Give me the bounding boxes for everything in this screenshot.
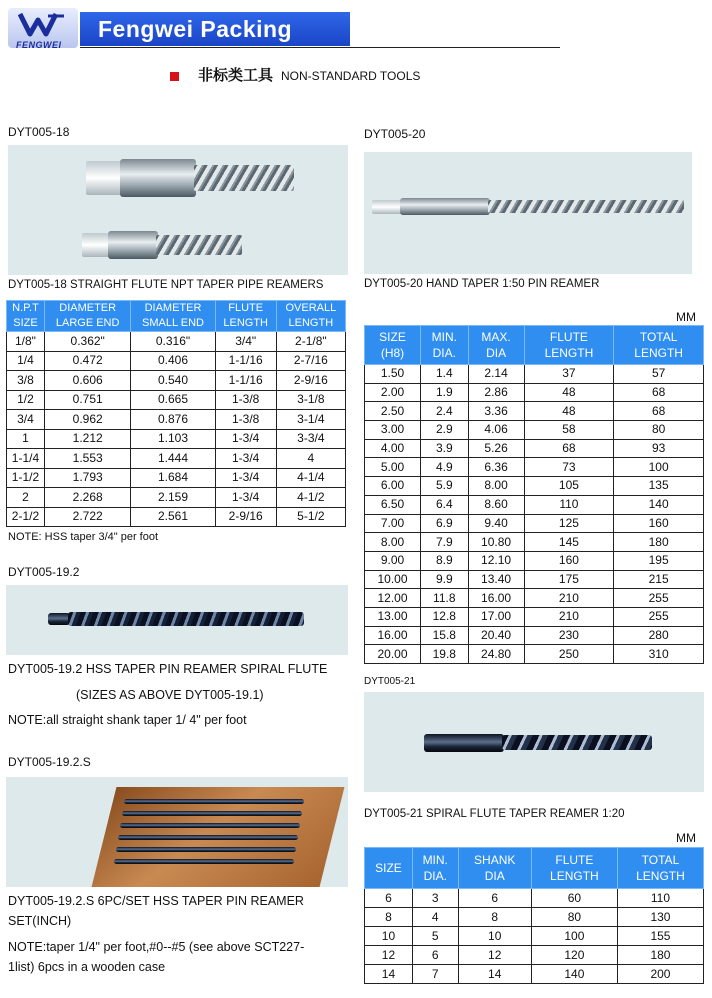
table-cell: 16.00	[365, 626, 421, 645]
table-row	[365, 477, 704, 496]
table-cell: 7	[412, 965, 458, 984]
table-cell: 310	[614, 645, 704, 664]
col-diameter-large: DIAMETER LARGE END	[44, 301, 130, 332]
table-cell: 1-1/16	[215, 351, 276, 371]
table-cell: 12.10	[468, 551, 524, 570]
table-cell: 8	[458, 908, 531, 927]
table-cell: 11.8	[421, 589, 469, 608]
table-row	[365, 908, 704, 927]
item18-photo	[8, 145, 348, 275]
table-cell: 4-1/4	[276, 468, 345, 488]
table-cell: 1.684	[131, 468, 215, 488]
table-row	[7, 390, 346, 410]
table-cell: 6.9	[421, 514, 469, 533]
table-cell: 4.06	[468, 421, 524, 440]
table-cell: 4	[276, 449, 345, 469]
table-row	[365, 514, 704, 533]
table-cell: 125	[524, 514, 614, 533]
table-cell: 100	[531, 927, 617, 946]
col-size-h8: SIZE (H8)	[365, 326, 421, 365]
item18-code: DYT005-18	[8, 125, 70, 139]
table-cell: 1-1/16	[215, 371, 276, 391]
table-cell: 5.26	[468, 439, 524, 458]
table-cell: 1	[7, 429, 45, 449]
table-cell: 180	[617, 946, 703, 965]
table-cell: 7.00	[365, 514, 421, 533]
pin-reamer-shank	[372, 200, 402, 214]
section-title-en: NON-STANDARD TOOLS	[281, 69, 421, 83]
table-cell: 210	[524, 607, 614, 626]
table-cell: 120	[531, 946, 617, 965]
table-cell: 10	[365, 927, 413, 946]
table-cell: 60	[531, 889, 617, 908]
table-cell: 10.00	[365, 570, 421, 589]
spiral-taper-shank	[424, 734, 504, 752]
item192s-code: DYT005-19.2.S	[8, 755, 91, 769]
item192-caption: DYT005-19.2 HSS TAPER PIN REAMER SPIRAL FLUTE	[8, 662, 328, 676]
table-cell: 130	[617, 908, 703, 927]
table-row	[365, 495, 704, 514]
table-row	[365, 645, 704, 664]
table-cell: 1.444	[131, 449, 215, 469]
table-cell: 0.406	[131, 351, 215, 371]
table-cell: 2.159	[131, 488, 215, 508]
table-row	[365, 383, 704, 402]
table-cell: 140	[614, 495, 704, 514]
col-total-length: TOTAL LENGTH	[617, 848, 703, 889]
table-row	[365, 889, 704, 908]
table-cell: 1/8"	[7, 332, 45, 352]
table-cell: 1/4	[7, 351, 45, 371]
table-cell: 7.9	[421, 533, 469, 552]
table-header-row	[7, 301, 346, 332]
table-cell: 110	[617, 889, 703, 908]
section-title	[198, 64, 420, 85]
table-cell: 3/8	[7, 371, 45, 391]
table-cell: 2.268	[44, 488, 130, 508]
spiral-taper-flutes	[502, 735, 652, 750]
spiral-reamer-shank	[48, 613, 70, 625]
table-cell: 0.362"	[44, 332, 130, 352]
table-cell: 3-1/8	[276, 390, 345, 410]
table-cell: 0.876	[131, 410, 215, 430]
table-cell: 2.4	[421, 402, 469, 421]
table-cell: 48	[524, 383, 614, 402]
col-min-dia: MIN. DIA.	[421, 326, 469, 365]
table-cell: 2-7/16	[276, 351, 345, 371]
table-cell: 195	[614, 551, 704, 570]
col-shank-dia: SHANK DIA	[458, 848, 531, 889]
item192s-caption-line1: DYT005-19.2.S 6PC/SET HSS TAPER PIN REAMER	[8, 894, 304, 908]
table-cell: 1.553	[44, 449, 130, 469]
reamer-small-flutes	[156, 235, 242, 255]
col-flute-length: FLUTE LENGTH	[215, 301, 276, 332]
table-cell: 280	[614, 626, 704, 645]
col-flute-length: FLUTE LENGTH	[524, 326, 614, 365]
table-cell: 2.9	[421, 421, 469, 440]
table-cell: 8.00	[365, 533, 421, 552]
pin-reamer-flutes	[488, 200, 684, 213]
pin-reamer-body	[400, 198, 490, 215]
item21-code: DYT005-21	[364, 676, 416, 687]
section-bullet-icon	[170, 72, 179, 81]
table-row	[365, 402, 704, 421]
reamer-large-shank	[86, 161, 124, 195]
table-cell: 140	[531, 965, 617, 984]
table-cell: 0.472	[44, 351, 130, 371]
table-cell: 2.86	[468, 383, 524, 402]
spiral-reamer-flutes	[68, 612, 304, 626]
table-row	[7, 507, 346, 527]
item20-code: DYT005-20	[364, 127, 426, 141]
table-cell: 14	[365, 965, 413, 984]
table-cell: 180	[614, 533, 704, 552]
table-cell: 68	[614, 383, 704, 402]
table-cell: 8.00	[468, 477, 524, 496]
table-cell: 1.50	[365, 365, 421, 384]
table-cell: 215	[614, 570, 704, 589]
item21-unit: MM	[676, 831, 696, 845]
table-row	[7, 410, 346, 430]
table-cell: 12	[365, 946, 413, 965]
table-row	[365, 365, 704, 384]
table-cell: 3-1/4	[276, 410, 345, 430]
section-title-cn: 非标类工具	[198, 67, 274, 84]
table-cell: 1.4	[421, 365, 469, 384]
table-cell: 105	[524, 477, 614, 496]
table-cell: 1/2	[7, 390, 45, 410]
table-cell: 20.40	[468, 626, 524, 645]
table-header-row	[365, 326, 704, 365]
item192-photo	[6, 585, 348, 655]
table-cell: 15.8	[421, 626, 469, 645]
table-row	[365, 965, 704, 984]
table-cell: 9.00	[365, 551, 421, 570]
table-cell: 250	[524, 645, 614, 664]
table-cell: 19.8	[421, 645, 469, 664]
table-row	[365, 927, 704, 946]
header-divider	[80, 47, 560, 48]
table-cell: 155	[617, 927, 703, 946]
table-row	[365, 421, 704, 440]
table-cell: 8	[365, 908, 413, 927]
table-row	[365, 607, 704, 626]
table-cell: 4.9	[421, 458, 469, 477]
table-cell: 80	[531, 908, 617, 927]
table-cell: 3.9	[421, 439, 469, 458]
table-cell: 6	[365, 889, 413, 908]
table-row	[365, 551, 704, 570]
set-reamer	[122, 811, 302, 816]
table-cell: 3	[412, 889, 458, 908]
item192s-caption-line2: SET(INCH)	[8, 914, 72, 928]
table-cell: 255	[614, 589, 704, 608]
table-cell: 57	[614, 365, 704, 384]
set-reamer	[116, 847, 296, 852]
table-cell: 0.540	[131, 371, 215, 391]
table-cell: 1.9	[421, 383, 469, 402]
table-cell: 20.00	[365, 645, 421, 664]
reamer-large-body	[120, 159, 196, 197]
table-row	[7, 371, 346, 391]
brand-title: Fengwei Packing	[80, 12, 350, 46]
set-reamer	[124, 799, 304, 804]
table-cell: 17.00	[468, 607, 524, 626]
table-cell: 37	[524, 365, 614, 384]
table-cell: 160	[614, 514, 704, 533]
col-min-dia: MIN. DIA.	[412, 848, 458, 889]
table-cell: 12.8	[421, 607, 469, 626]
table-cell: 210	[524, 589, 614, 608]
item192-sizes: (SIZES AS ABOVE DYT005-19.1)	[76, 688, 264, 702]
table-cell: 255	[614, 607, 704, 626]
table-row	[365, 439, 704, 458]
table-cell: 110	[524, 495, 614, 514]
table-cell: 6.50	[365, 495, 421, 514]
table-cell: 10	[458, 927, 531, 946]
table-cell: 0.665	[131, 390, 215, 410]
item20-caption: DYT005-20 HAND TAPER 1:50 PIN REAMER	[364, 278, 600, 290]
table-cell: 16.00	[468, 589, 524, 608]
table-cell: 3/4	[7, 410, 45, 430]
item192-code: DYT005-19.2	[8, 565, 80, 579]
table-row	[7, 468, 346, 488]
table-cell: 0.316"	[131, 332, 215, 352]
table-cell: 5-1/2	[276, 507, 345, 527]
item18-caption: DYT005-18 STRAIGHT FLUTE NPT TAPER PIPE REAMERS	[8, 279, 324, 291]
table-cell: 6.00	[365, 477, 421, 496]
table-row	[365, 533, 704, 552]
logo-text: FENGWEI	[16, 40, 62, 50]
item192s-note-line1: NOTE:taper 1/4" per foot,#0--#5 (see above SCT227-	[8, 940, 305, 954]
logo-w-icon	[18, 10, 68, 38]
table-row	[365, 946, 704, 965]
table-cell: 1-3/4	[215, 488, 276, 508]
table-cell: 230	[524, 626, 614, 645]
table-header-row	[365, 848, 704, 889]
col-diameter-small: DIAMETER SMALL END	[131, 301, 215, 332]
item192s-photo	[6, 777, 348, 887]
table-cell: 2.50	[365, 402, 421, 421]
set-reamer	[118, 835, 298, 840]
table-row	[7, 488, 346, 508]
table-cell: 1-3/4	[215, 429, 276, 449]
table-cell: 12	[458, 946, 531, 965]
table-cell: 4.00	[365, 439, 421, 458]
table-row	[7, 351, 346, 371]
table-cell: 68	[614, 402, 704, 421]
table-row	[365, 589, 704, 608]
table-cell: 2.00	[365, 383, 421, 402]
table-cell: 9.40	[468, 514, 524, 533]
table-cell: 160	[524, 551, 614, 570]
table-cell: 1.103	[131, 429, 215, 449]
table-cell: 48	[524, 402, 614, 421]
reamer-small-body	[108, 231, 158, 259]
table-cell: 1-1/4	[7, 449, 45, 469]
item21-photo	[364, 692, 704, 792]
table-cell: 3-3/4	[276, 429, 345, 449]
table-cell: 14	[458, 965, 531, 984]
col-overall-length: OVERALL LENGTH	[276, 301, 345, 332]
table-cell: 3.00	[365, 421, 421, 440]
table-cell: 13.40	[468, 570, 524, 589]
reamer-large-flutes	[194, 165, 294, 191]
item20-unit: MM	[676, 310, 696, 324]
table-cell: 1.793	[44, 468, 130, 488]
table-cell: 135	[614, 477, 704, 496]
table-cell: 8.60	[468, 495, 524, 514]
table-cell: 175	[524, 570, 614, 589]
table-cell: 2-9/16	[215, 507, 276, 527]
table-cell: 6	[412, 946, 458, 965]
table-cell: 12.00	[365, 589, 421, 608]
item20-table	[364, 325, 704, 664]
table-cell: 24.80	[468, 645, 524, 664]
table-cell: 93	[614, 439, 704, 458]
table-cell: 0.606	[44, 371, 130, 391]
col-flute-length: FLUTE LENGTH	[531, 848, 617, 889]
table-cell: 2-1/2	[7, 507, 45, 527]
table-cell: 6.4	[421, 495, 469, 514]
table-cell: 9.9	[421, 570, 469, 589]
col-size: SIZE	[365, 848, 413, 889]
table-row	[365, 626, 704, 645]
table-cell: 1-3/4	[215, 468, 276, 488]
table-cell: 13.00	[365, 607, 421, 626]
table-cell: 1-3/4	[215, 449, 276, 469]
table-cell: 3.36	[468, 402, 524, 421]
table-cell: 68	[524, 439, 614, 458]
item21-table	[364, 847, 704, 984]
item18-note: NOTE: HSS taper 3/4" per foot	[8, 531, 159, 543]
item192s-note-line2: 1list) 6pcs in a wooden case	[8, 960, 166, 974]
table-row	[365, 458, 704, 477]
table-cell: 2	[7, 488, 45, 508]
table-cell: 200	[617, 965, 703, 984]
table-cell: 5.9	[421, 477, 469, 496]
table-cell: 5.00	[365, 458, 421, 477]
table-cell: 8.9	[421, 551, 469, 570]
table-cell: 0.962	[44, 410, 130, 430]
table-cell: 58	[524, 421, 614, 440]
table-cell: 1-3/8	[215, 390, 276, 410]
item18-table	[6, 300, 346, 527]
table-row	[7, 332, 346, 352]
table-cell: 145	[524, 533, 614, 552]
table-cell: 2.722	[44, 507, 130, 527]
table-row	[7, 449, 346, 469]
table-cell: 10.80	[468, 533, 524, 552]
item192-note: NOTE:all straight shank taper 1/ 4" per foot	[8, 713, 247, 727]
set-reamer	[120, 823, 300, 828]
table-cell: 4	[412, 908, 458, 927]
table-cell: 2-1/8"	[276, 332, 345, 352]
col-total-length: TOTAL LENGTH	[614, 326, 704, 365]
item21-caption: DYT005-21 SPIRAL FLUTE TAPER REAMER 1:20	[364, 808, 625, 820]
table-cell: 6.36	[468, 458, 524, 477]
col-npt-size: N.P.T SIZE	[7, 301, 45, 332]
col-max-dia: MAX. DIA	[468, 326, 524, 365]
table-cell: 5	[412, 927, 458, 946]
table-cell: 0.751	[44, 390, 130, 410]
table-cell: 73	[524, 458, 614, 477]
table-row	[365, 570, 704, 589]
table-cell: 2-9/16	[276, 371, 345, 391]
table-cell: 2.14	[468, 365, 524, 384]
table-cell: 1-3/8	[215, 410, 276, 430]
table-cell: 1.212	[44, 429, 130, 449]
table-cell: 3/4"	[215, 332, 276, 352]
table-row	[7, 429, 346, 449]
table-cell: 100	[614, 458, 704, 477]
table-cell: 1-1/2	[7, 468, 45, 488]
table-cell: 4-1/2	[276, 488, 345, 508]
table-cell: 2.561	[131, 507, 215, 527]
item20-photo	[364, 152, 692, 274]
table-cell: 80	[614, 421, 704, 440]
set-reamer	[114, 859, 294, 864]
table-cell: 6	[458, 889, 531, 908]
